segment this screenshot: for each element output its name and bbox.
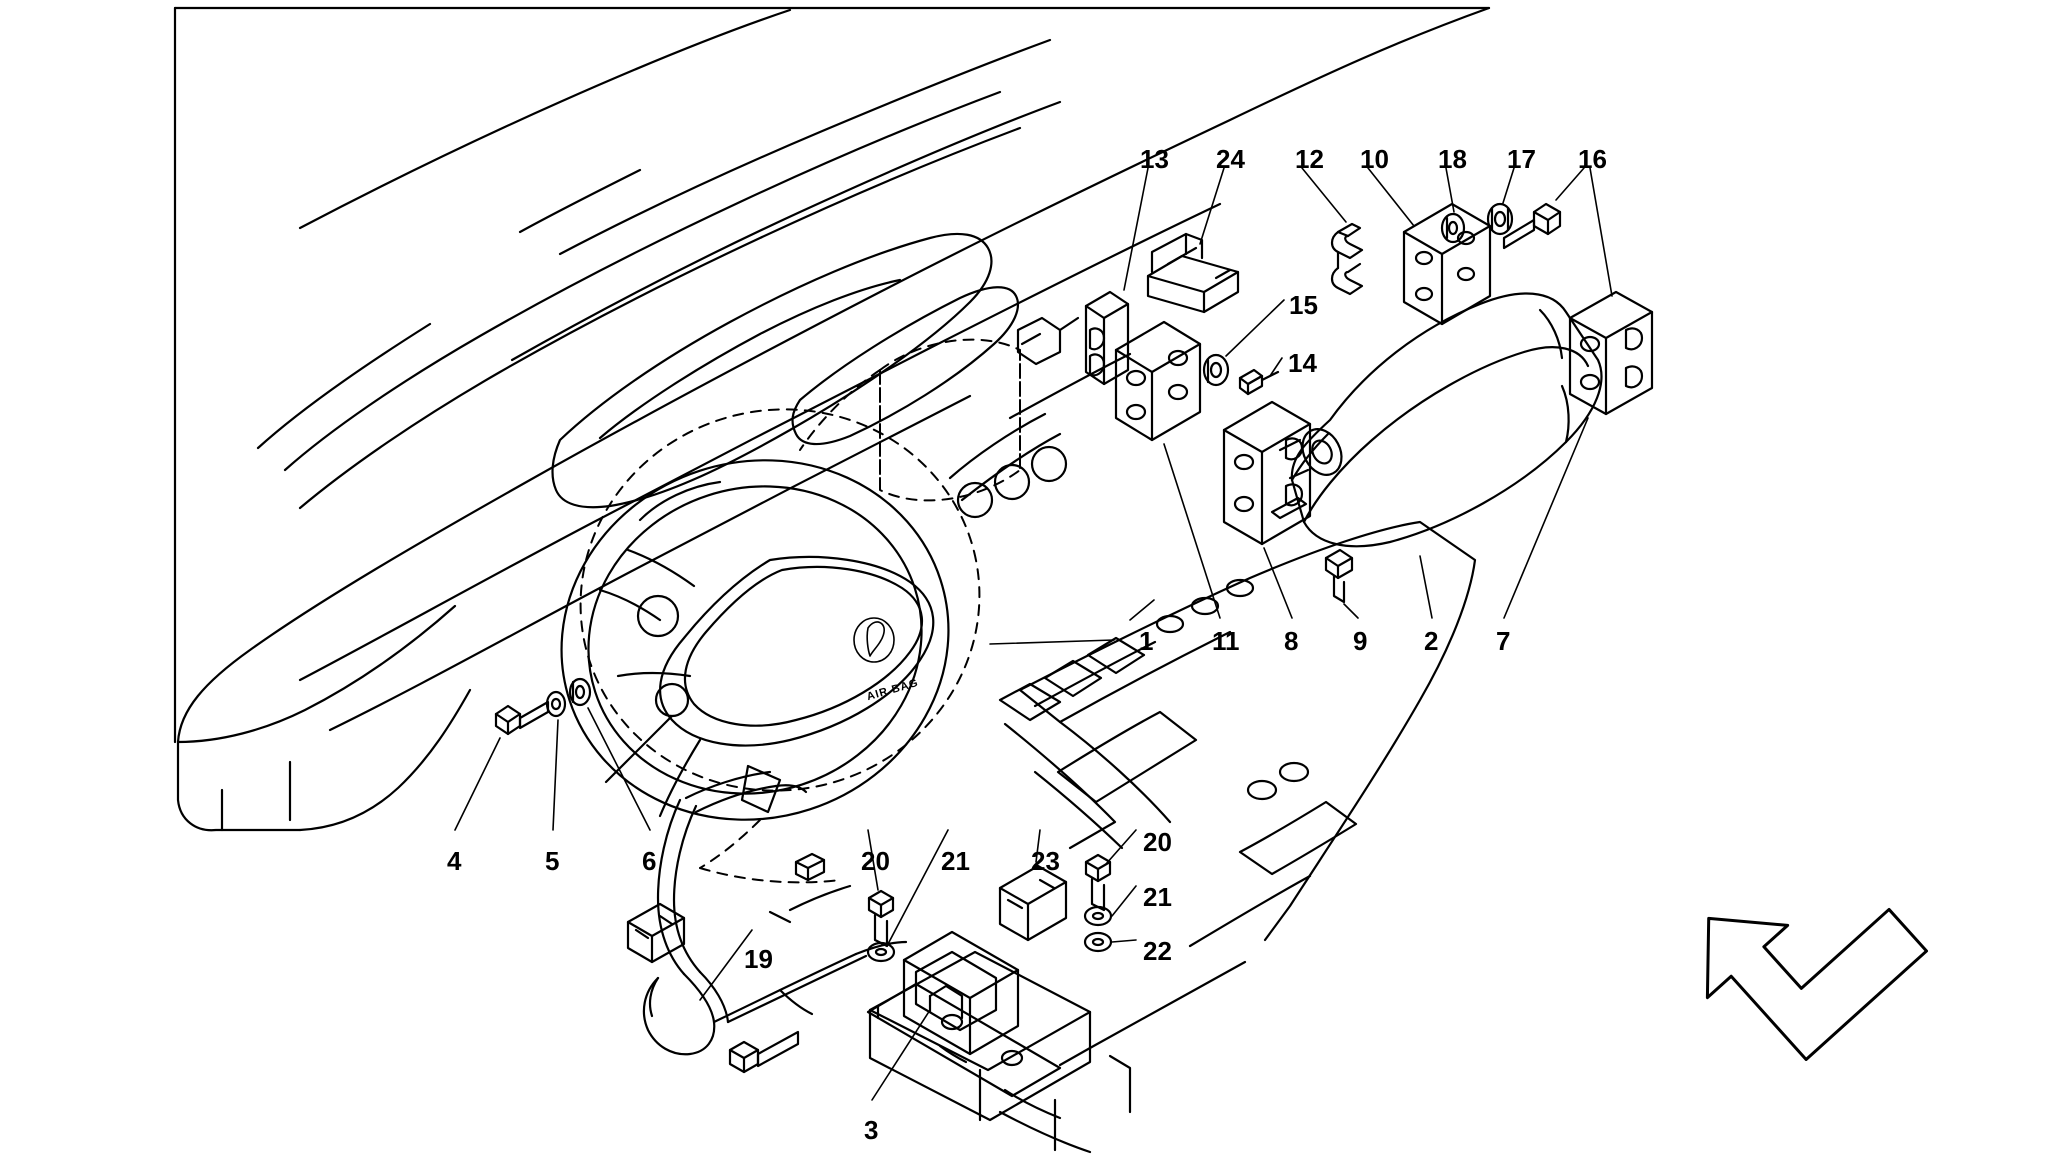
direction-arrow — [1669, 825, 1927, 1081]
callout-22: 22 — [1143, 936, 1172, 966]
part-7-bracket — [1570, 292, 1652, 414]
part-20-bolt-left — [869, 891, 893, 946]
callout-12: 12 — [1295, 144, 1324, 174]
callout-1: 1 — [1139, 626, 1154, 656]
part-24-connector — [1148, 234, 1238, 312]
callout-20-right: 20 — [1143, 827, 1172, 857]
part-6-washer — [570, 679, 590, 705]
part-9-bolt — [1326, 550, 1352, 602]
callout-11: 11 — [1212, 626, 1240, 656]
callout-5: 5 — [545, 846, 560, 876]
part-13-bracket — [1086, 292, 1128, 384]
part-23-connector — [1000, 866, 1066, 940]
callout-8: 8 — [1284, 626, 1299, 656]
callout-18: 18 — [1438, 144, 1467, 174]
center-console — [1000, 522, 1475, 1065]
callout-7: 7 — [1496, 626, 1511, 656]
part-19-wiring-harness — [628, 800, 906, 1072]
callout-21-left: 21 — [941, 846, 970, 876]
part-15-washer — [1204, 355, 1228, 385]
callout-13: 13 — [1140, 144, 1169, 174]
callout-21-right: 21 — [1143, 882, 1172, 912]
steering-wheel-airbag-label: AIR BAG — [865, 676, 921, 704]
callout-3: 3 — [864, 1115, 879, 1145]
callout-15: 15 — [1289, 290, 1318, 320]
center-stack — [793, 287, 1066, 517]
part-4-bolt — [496, 702, 548, 734]
callout-2: 2 — [1424, 626, 1439, 656]
callout-24: 24 — [1216, 144, 1245, 174]
steering-wheel-dashed-outline — [540, 367, 1020, 832]
callout-23: 23 — [1031, 846, 1060, 876]
callout-9: 9 — [1353, 626, 1368, 656]
part-16-bolt — [1504, 204, 1560, 248]
callout-16: 16 — [1578, 144, 1607, 174]
steering-wheel — [515, 410, 996, 869]
part-2-passenger-airbag — [1292, 294, 1602, 547]
callout-19: 19 — [744, 944, 773, 974]
callout-6: 6 — [642, 846, 657, 876]
dashboard-outline — [175, 8, 1489, 830]
callout-17: 17 — [1507, 144, 1536, 174]
console-lower-tray — [870, 952, 1130, 1152]
lower-dash-sweep — [300, 204, 1220, 730]
callout-14: 14 — [1288, 348, 1317, 378]
dash-bracket-slot — [1018, 318, 1078, 364]
part-18-washer — [1442, 214, 1464, 242]
part-22-nut — [1085, 933, 1111, 951]
part-12-clip — [1332, 224, 1362, 294]
dashboard-detail-lines — [258, 10, 1060, 508]
callout-10: 10 — [1360, 144, 1389, 174]
part-5-washer — [547, 692, 565, 716]
wiring-dashed-route — [700, 370, 880, 882]
callout-4: 4 — [447, 846, 462, 876]
part-17-lock-washer — [1488, 204, 1512, 234]
callout-20-left: 20 — [861, 846, 890, 876]
part-21-washer-right — [1085, 907, 1111, 925]
